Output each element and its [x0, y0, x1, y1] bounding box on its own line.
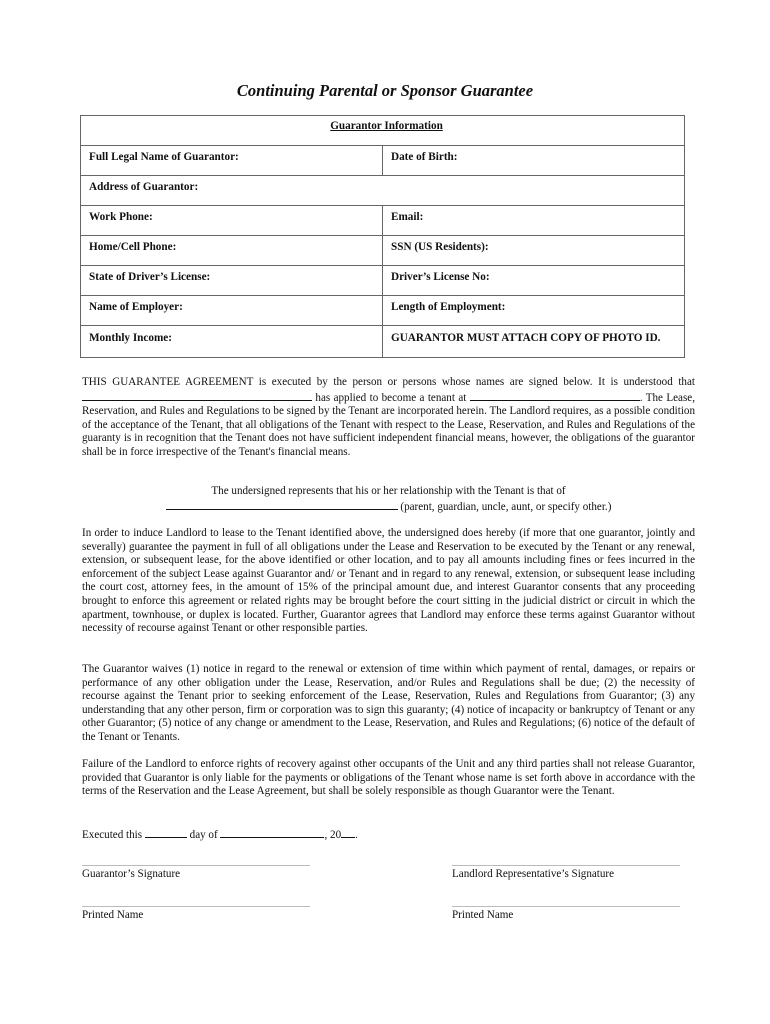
length-of-employment-field[interactable]: Length of Employment: [383, 296, 685, 326]
address-field[interactable]: Address of Guarantor: [81, 176, 685, 206]
paragraph-text: THIS GUARANTEE AGREEMENT is executed by the person or persons whose names are signed below. It is understood that [82, 376, 695, 388]
relationship-blank[interactable] [166, 499, 398, 510]
ssn-field[interactable]: SSN (US Residents): [383, 236, 685, 266]
guarantor-signature-line[interactable] [82, 865, 310, 866]
guarantor-printed-name-line[interactable] [82, 906, 310, 907]
table-row [81, 266, 685, 296]
date-of-birth-field[interactable]: Date of Birth: [383, 146, 685, 176]
paragraph-agreement [82, 376, 695, 460]
document-title: Continuing Parental or Sponsor Guarantee [236, 81, 534, 100]
execution-month-blank[interactable] [220, 827, 324, 838]
paragraph-failure-to-enforce: Failure of the Landlord to enforce rights of recovery against other occupants of the Unit and any third parties shall not release Guarantor, provided that Guarantor is only liable for the payments or obligations of the Tenant whose name is set forth above in accordance with the terms of the Reservation and the Lease Agreement, but shall be solely responsible as though Guarantor were the Tenant. [82, 758, 695, 798]
paragraph-text: , 20 [324, 829, 342, 841]
execution-day-blank[interactable] [145, 827, 187, 838]
paragraph-text: day of [189, 829, 218, 841]
email-field[interactable]: Email: [383, 206, 685, 236]
table-row [81, 296, 685, 326]
paragraph-inducement: In order to induce Landlord to lease to the Tenant identified above, the undersigned does hereby (if more that one guarantor, jointly and severally) guarantee the payment in full of all obligations under the Lease and Reservation to be executed by the Tenant or any renewal, extension, or subsequent lease, for the above identified or other location, and to pay all amounts including fines or fees incurred in the enforcement of the subject Lease against Guarantor and/ or Tenant and in regard to any renewal, extension, or subsequent lease including the court cost, attorney fees, in the amount of 15% of the principal amount due, and interest Guarantor consents that any proceeding brought to enforce this agreement or related rights may be brought before the court sitting in the judicial district or circuit in which the apartment, townhouse, or duplex is located. Further, Guarantor agrees that Landlord may enforce these terms against Guarantor without necessity of recourse against Tenant or other responsible parties. [82, 527, 695, 635]
landlord-signature-line[interactable] [452, 865, 680, 866]
table-row [81, 206, 685, 236]
paragraph-text: . The Lease, Reservation, and Rules and Regulations to be signed by the Tenant are incorporated herein. The Landlord requires, as a possible condition of the acceptance of the Tenant, that all obligations of the Tenant with respect to the Lease, Reservation, and Rules and Regulations of the guaranty is in recognition that the Tenant does not have sufficient independent financial means, however, the obligations of the guarantor shall be in force irrespective of the Tenant's financial means. [82, 391, 695, 458]
execution-line [82, 827, 695, 843]
work-phone-field[interactable]: Work Phone: [81, 206, 383, 236]
monthly-income-field[interactable]: Monthly Income: [81, 326, 383, 358]
table-row [81, 326, 685, 358]
table-header: Guarantor Information [81, 116, 685, 146]
photo-id-notice: GUARANTOR MUST ATTACH COPY OF PHOTO ID. [383, 326, 685, 358]
table-row [81, 176, 685, 206]
guarantor-signature-label: Guarantor’s Signature [82, 868, 181, 880]
paragraph-waiver: The Guarantor waives (1) notice in regard to the renewal or extension of time within which payment of rental, damages, or repairs or performance of any other obligation under the Lease, Reservation, and/or Rules and Regulations shall be due; (2) the necessity of recourse against the Tenant prior to seeking enforcement of the Lease, Reservation, Rules and Regulations from Guarantor; (3) any understanding that any other person, firm or corporation was to sign this guaranty; (4) notice of incapacity or bankruptcy of Tenant or any other Guarantor; (5) notice of any change or amendment to the Lease, Reservation, and Rules and Regulations; (6) notice of the default of the Tenant or Tenants. [82, 663, 695, 743]
employer-name-field[interactable]: Name of Employer: [81, 296, 383, 326]
landlord-printed-name-label: Printed Name [452, 909, 514, 921]
guarantor-printed-name-label: Printed Name [82, 909, 144, 921]
paragraph-text: has applied to become a tenant at [315, 391, 467, 404]
paragraph-text: Executed this [82, 829, 143, 841]
landlord-signature-label: Landlord Representative’s Signature [452, 868, 615, 880]
table-row [81, 146, 685, 176]
paragraph-relationship [82, 485, 695, 514]
full-legal-name-field[interactable]: Full Legal Name of Guarantor: [81, 146, 383, 176]
paragraph-text: The undersigned represents that his or her relationship with the Tenant is that of [211, 485, 566, 497]
paragraph-text: (parent, guardian, uncle, aunt, or specify other.) [400, 500, 612, 513]
home-cell-phone-field[interactable]: Home/Cell Phone: [81, 236, 383, 266]
tenant-location-blank[interactable] [470, 390, 640, 401]
execution-year-blank[interactable] [341, 827, 355, 838]
paragraph-text: . [355, 829, 358, 841]
tenant-name-blank[interactable] [82, 390, 312, 401]
drivers-license-state-field[interactable]: State of Driver’s License: [81, 266, 383, 296]
table-row [81, 236, 685, 266]
landlord-printed-name-line[interactable] [452, 906, 680, 907]
guarantor-information-table [80, 115, 685, 358]
drivers-license-number-field[interactable]: Driver’s License No: [383, 266, 685, 296]
